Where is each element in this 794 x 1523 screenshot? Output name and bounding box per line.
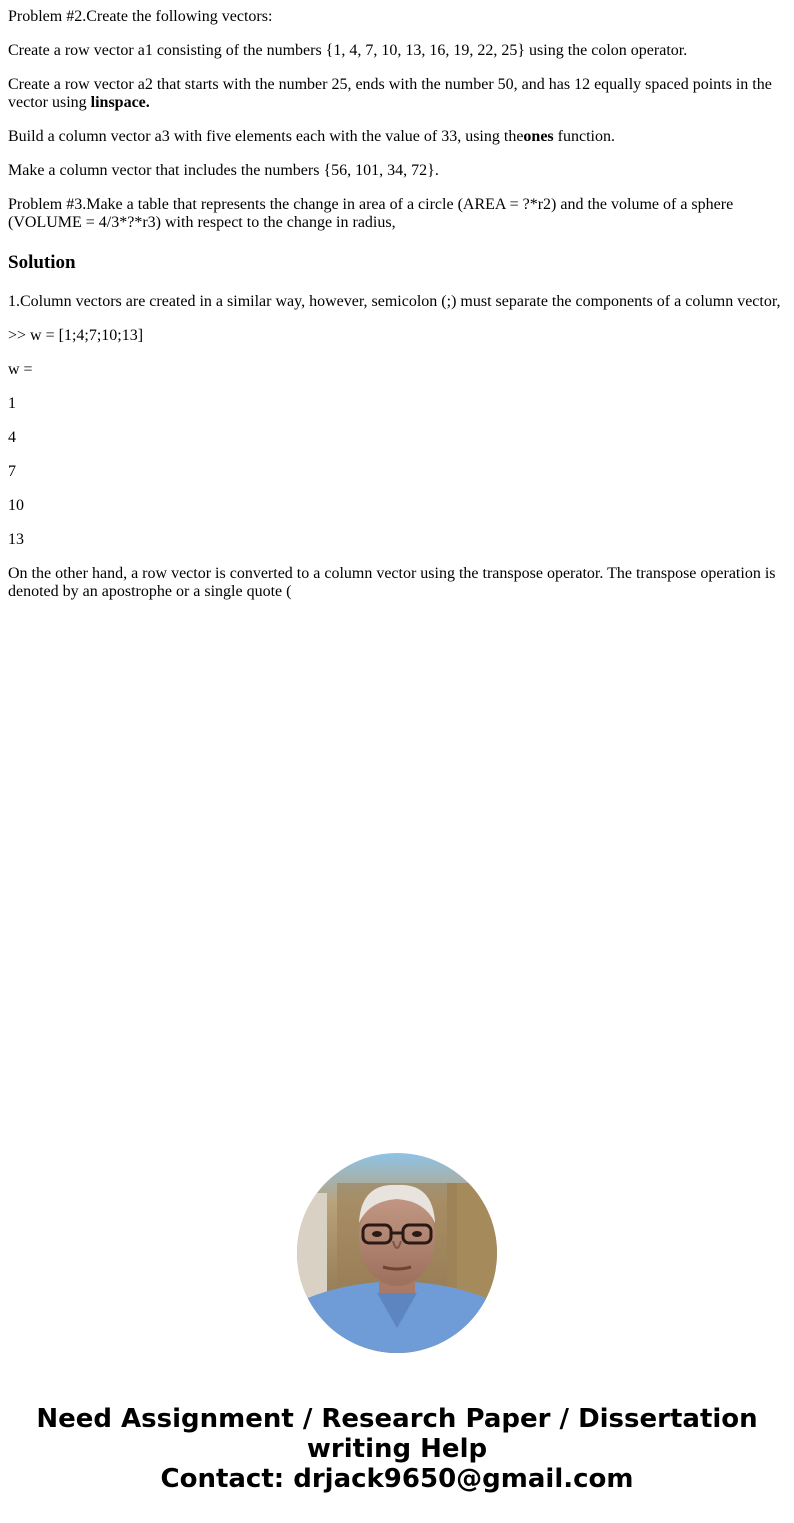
problem2-a3 <box>8 128 786 146</box>
footer-line-1: Need Assignment / Research Paper / Dissertation <box>36 1404 758 1434</box>
problem2-a2 <box>8 76 786 112</box>
problem2-a2-text: Create a row vector a2 that starts with the number 25, ends with the number 50, and has 12 equally spaced points in the vector using <box>8 76 772 111</box>
author-portrait-icon <box>297 1153 497 1353</box>
solution-value: 10 <box>8 497 24 514</box>
solution-value: 1 <box>8 395 16 412</box>
problem2-a2-keyword: linspace. <box>90 94 150 111</box>
problem2-a3-end: function. <box>553 128 615 145</box>
problem2-heading: Problem #2.Create the following vectors: <box>8 8 273 25</box>
problem3-text: Problem #3.Make a table that represents the change in area of a circle (AREA = ?*r2) and the volume of a sphere (VOLUME = 4/3*?*r3) with respect to the change in radius, <box>8 196 734 231</box>
problem2-a4: Make a column vector that includes the numbers {56, 101, 34, 72}. <box>8 162 439 179</box>
footer-line-2: writing Help <box>306 1434 488 1464</box>
problem2-a1: Create a row vector a1 consisting of the numbers {1, 4, 7, 10, 13, 16, 19, 22, 25} using the colon operator. <box>8 42 688 59</box>
footer-contact: Contact: drjack9650@gmail.com <box>160 1464 634 1494</box>
solution-intro: 1.Column vectors are created in a similar way, however, semicolon (;) must separate the components of a column vector, <box>8 293 781 310</box>
solution-outro: On the other hand, a row vector is converted to a column vector using the transpose operator. The transpose operation is denoted by an apostrophe or a single quote ( <box>8 565 776 600</box>
solution-result-label: w = <box>8 361 33 378</box>
solution-value: 13 <box>8 531 24 548</box>
solution-value: 4 <box>8 429 16 446</box>
problem2-a3-keyword: ones <box>523 128 554 145</box>
problem2-a3-text: Build a column vector a3 with five elements each with the value of 33, using the <box>8 128 524 145</box>
author-avatar <box>297 1153 497 1353</box>
solution-command: >> w = [1;4;7;10;13] <box>8 327 144 344</box>
document-body <box>8 0 786 601</box>
solution-value: 7 <box>8 463 16 480</box>
footer-banner <box>0 1404 794 1494</box>
solution-title: Solution <box>8 252 76 273</box>
